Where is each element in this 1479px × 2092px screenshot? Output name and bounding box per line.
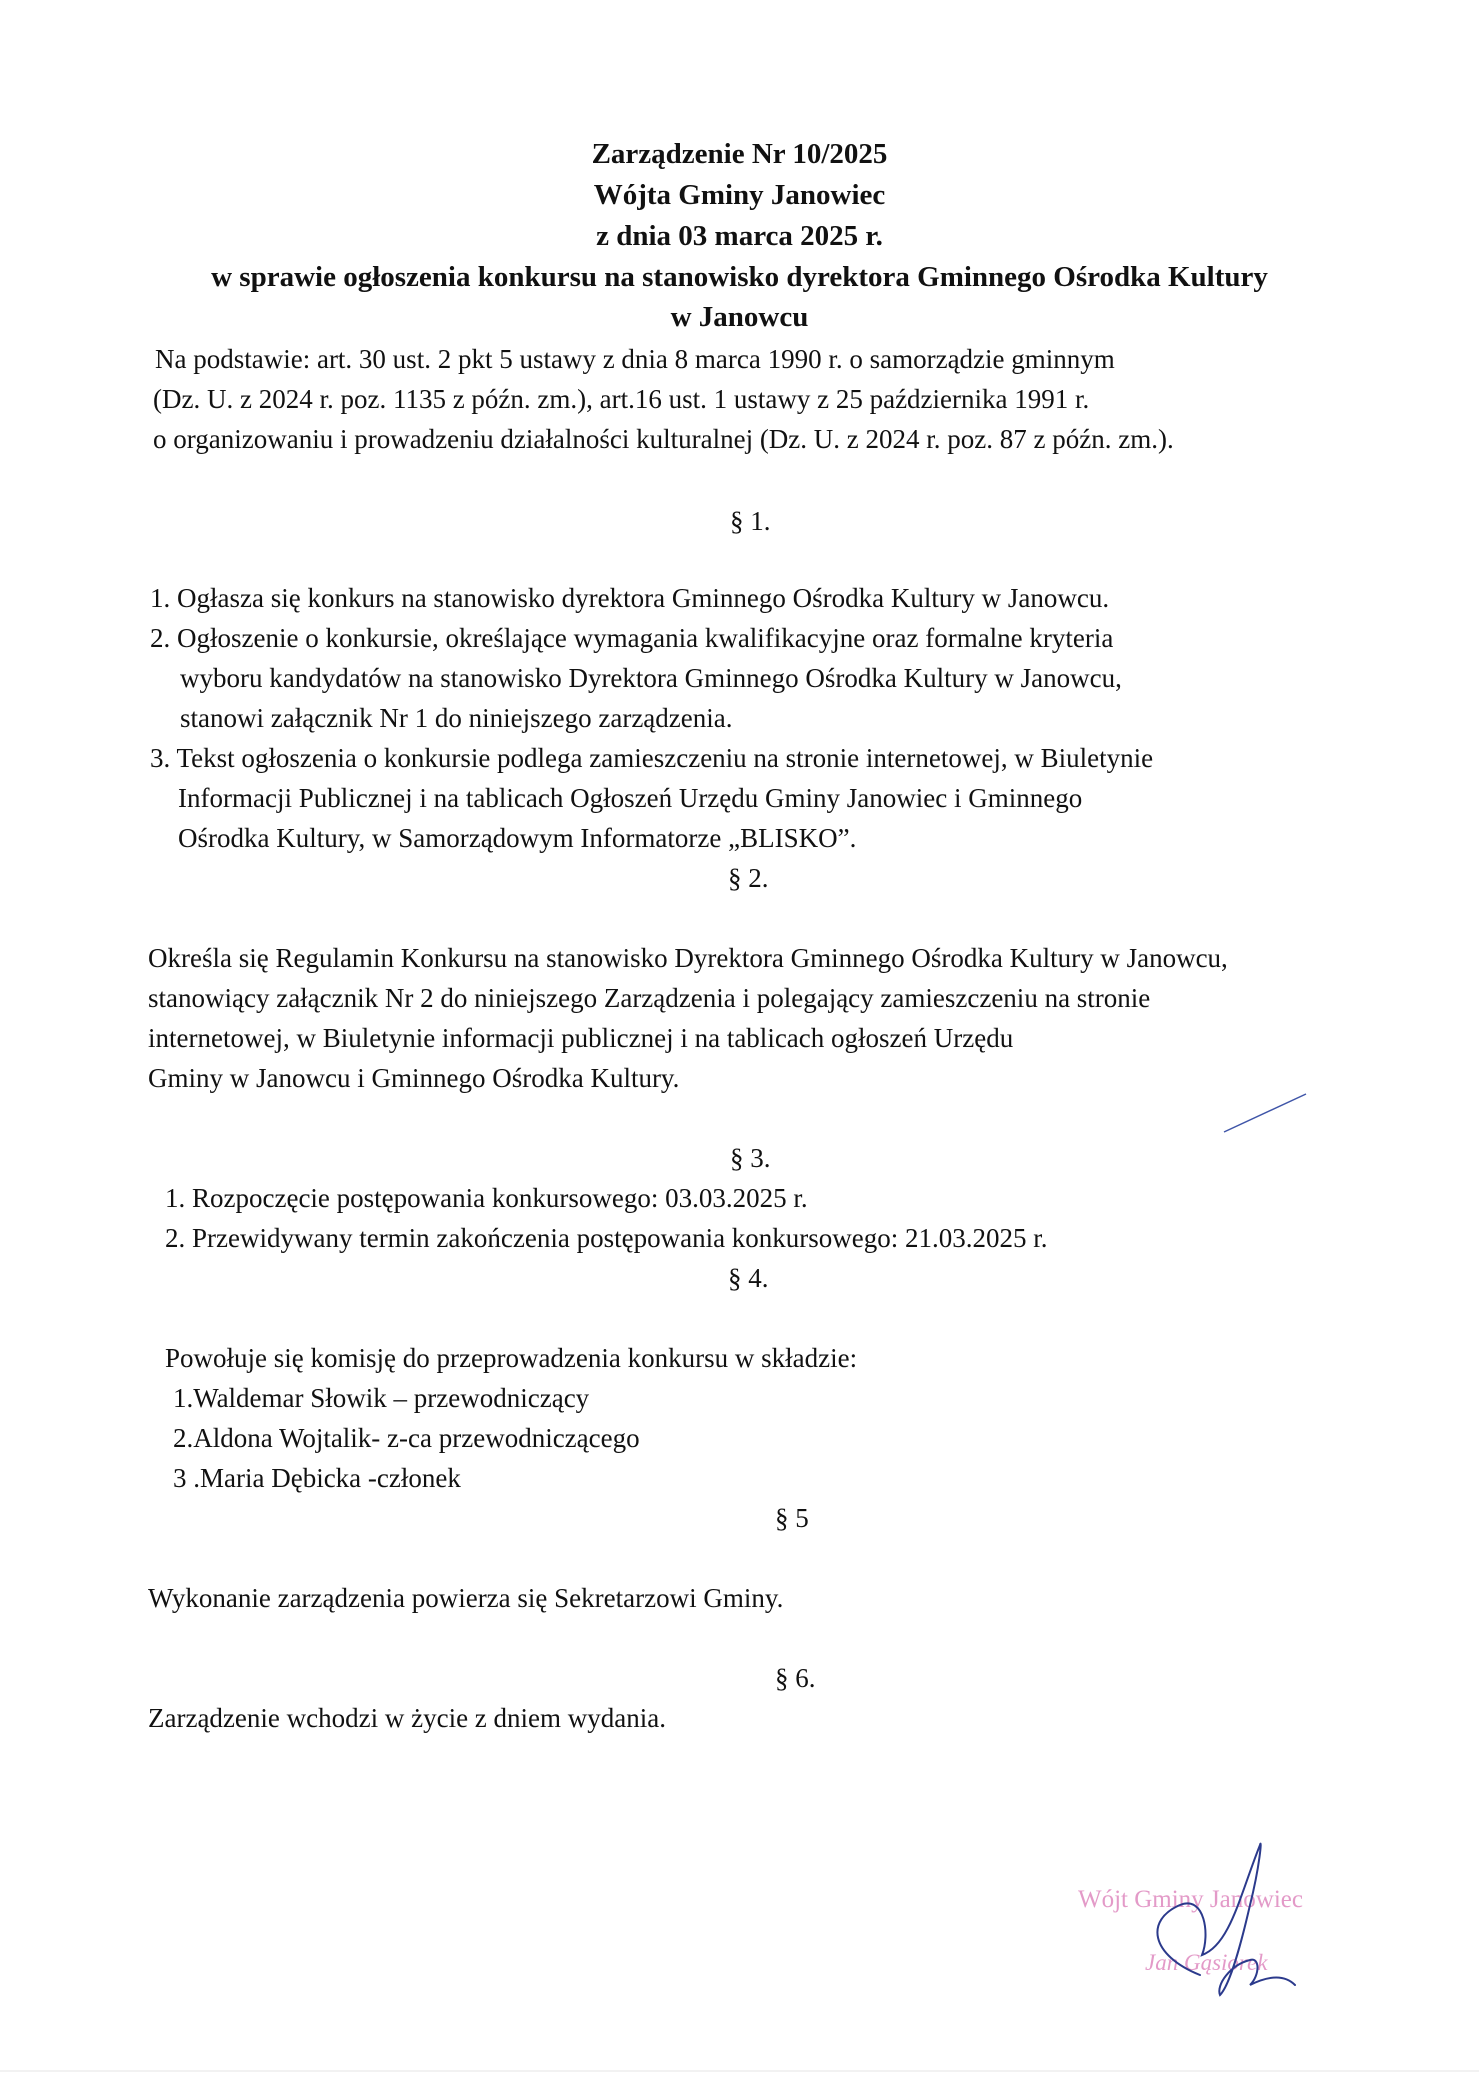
section-2-heading: § 2. (728, 863, 769, 893)
ordinance-number: Zarządzenie Nr 10/2025 (591, 138, 888, 170)
section-3-item-2: 2. Przewidywany termin zakończenia postępowania konkursowego: 21.03.2025 r. (165, 1223, 1048, 1253)
official-stamp-title: Wójt Gminy Janowiec (1078, 1886, 1303, 1913)
official-stamp-name: Jan Gąsiorek (1145, 1950, 1268, 1975)
section-1-heading: § 1. (730, 506, 771, 536)
preamble-line-2: (Dz. U. z 2024 r. poz. 1135 z późn. zm.), art.16 ust. 1 ustawy z 25 października 1991 r. (153, 384, 1090, 414)
commission-member-2: 2.Aldona Wojtalik- z-ca przewodniczącego (173, 1423, 640, 1453)
section-5-heading: § 5 (775, 1503, 809, 1533)
section-2-line-1: Określa się Regulamin Konkursu na stanowisko Dyrektora Gminnego Ośrodka Kultury w Janowcu, (148, 943, 1228, 973)
section-4-heading: § 4. (728, 1263, 769, 1293)
section-2-line-4: Gminy w Janowcu i Gminnego Ośrodka Kultury. (148, 1063, 680, 1093)
pen-stroke (1220, 1090, 1310, 1140)
section-1-item-2-cont: wyboru kandydatów na stanowisko Dyrektora Gminnego Ośrodka Kultury w Janowcu, (180, 663, 1122, 693)
issuer: Wójta Gminy Janowiec (593, 179, 886, 211)
issue-date: z dnia 03 marca 2025 r. (596, 220, 883, 252)
section-5-text: Wykonanie zarządzenia powierza się Sekretarzowi Gminy. (148, 1583, 784, 1613)
section-1-item-3-cont: Informacji Publicznej i na tablicach Ogłoszeń Urzędu Gminy Janowiec i Gminnego (178, 783, 1083, 813)
section-6-heading: § 6. (775, 1663, 816, 1693)
preamble-line-3: o organizowaniu i prowadzeniu działalności kulturalnej (Dz. U. z 2024 r. poz. 87 z późn. zm.). (153, 424, 1174, 454)
section-2-line-2: stanowiący załącznik Nr 2 do niniejszego Zarządzenia i polegający zamieszczeniu na stronie (148, 983, 1151, 1013)
section-3-item-1: 1. Rozpoczęcie postępowania konkursowego: 03.03.2025 r. (165, 1183, 808, 1213)
section-1-item-2-cont: stanowi załącznik Nr 1 do niniejszego zarządzenia. (180, 703, 733, 733)
section-1-item-2: 2. Ogłoszenie o konkursie, określające wymagania kwalifikacyjne oraz formalne kryteria (150, 623, 1114, 653)
section-6-text: Zarządzenie wchodzi w życie z dniem wydania. (148, 1703, 666, 1733)
subject-line: w sprawie ogłoszenia konkursu na stanowisko dyrektora Gminnego Ośrodka Kultury (211, 261, 1268, 293)
commission-member-1: 1.Waldemar Słowik – przewodniczący (173, 1383, 590, 1413)
subject-line-continued: w Janowcu (670, 301, 809, 333)
commission-member-3: 3 .Maria Dębicka -członek (173, 1463, 461, 1493)
section-2-line-3: internetowej, w Biuletynie informacji publicznej i na tablicach ogłoszeń Urzędu (148, 1023, 1014, 1053)
section-1-item-3-cont: Ośrodka Kultury, w Samorządowym Informatorze „BLISKO”. (178, 823, 857, 853)
section-1-item-1: 1. Ogłasza się konkurs na stanowisko dyrektora Gminnego Ośrodka Kultury w Janowcu. (150, 583, 1110, 613)
preamble-line-1: Na podstawie: art. 30 ust. 2 pkt 5 ustawy z dnia 8 marca 1990 r. o samorządzie gminnym (155, 344, 1115, 374)
handwritten-signature (1110, 1825, 1310, 2045)
section-1-item-3: 3. Tekst ogłoszenia o konkursie podlega zamieszczeniu na stronie internetowej, w Biuletynie (150, 743, 1154, 773)
section-3-heading: § 3. (730, 1143, 771, 1173)
commission-intro: Powołuje się komisję do przeprowadzenia konkursu w składzie: (165, 1343, 858, 1373)
scan-edge (0, 2070, 1479, 2072)
